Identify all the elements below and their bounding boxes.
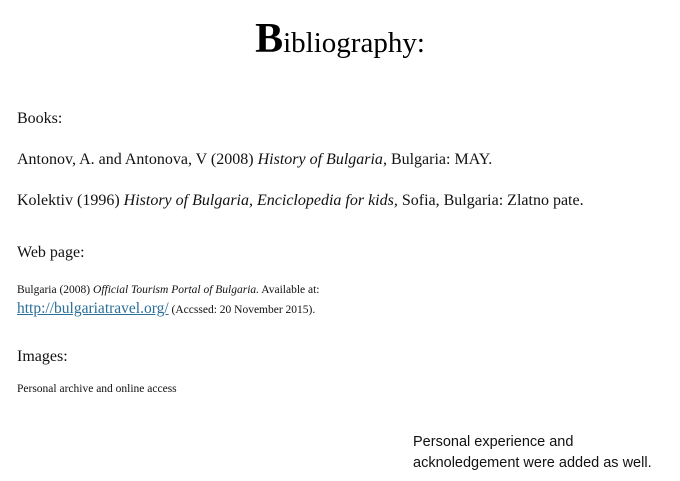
books-heading: Books: [17, 110, 63, 127]
images-source: Personal archive and online access [17, 383, 177, 395]
book-entry-2-prefix: Kolektiv (1996) [17, 192, 124, 209]
web-accessed-date: (Accssed: 20 November 2015). [168, 304, 316, 316]
book-entry-1 [17, 151, 492, 169]
book-entry-2-title: History of Bulgaria, Enciclopedia for kids, [123, 192, 398, 209]
web-entry-prefix: Bulgaria (2008) [17, 284, 94, 296]
book-entry-2-suffix: Sofia, Bulgaria: Zlatno pate. [397, 192, 584, 209]
footnote-line-1: Personal experience and [413, 434, 574, 450]
title-rest: ibliography: [283, 27, 425, 59]
book-entry-1-title: History of Bulgaria [257, 151, 383, 168]
page-title [0, 14, 680, 64]
web-entry-suffix: Available at: [259, 284, 320, 296]
web-link-line [17, 300, 315, 318]
web-link[interactable]: http://bulgariatravel.org/ [17, 300, 169, 317]
footnote [413, 432, 652, 474]
book-entry-2 [17, 192, 584, 210]
web-entry [17, 284, 320, 296]
web-entry-title: Official Tourism Portal of Bulgaria. [93, 284, 260, 296]
book-entry-1-prefix: Antonov, A. and Antonova, V (2008) [17, 151, 258, 168]
web-heading: Web page: [17, 244, 85, 261]
images-heading: Images: [17, 348, 68, 365]
footnote-line-2: acknoledgement were added as well. [413, 455, 652, 471]
book-entry-1-suffix: , Bulgaria: MAY. [382, 151, 493, 168]
title-initial: B [255, 16, 284, 62]
